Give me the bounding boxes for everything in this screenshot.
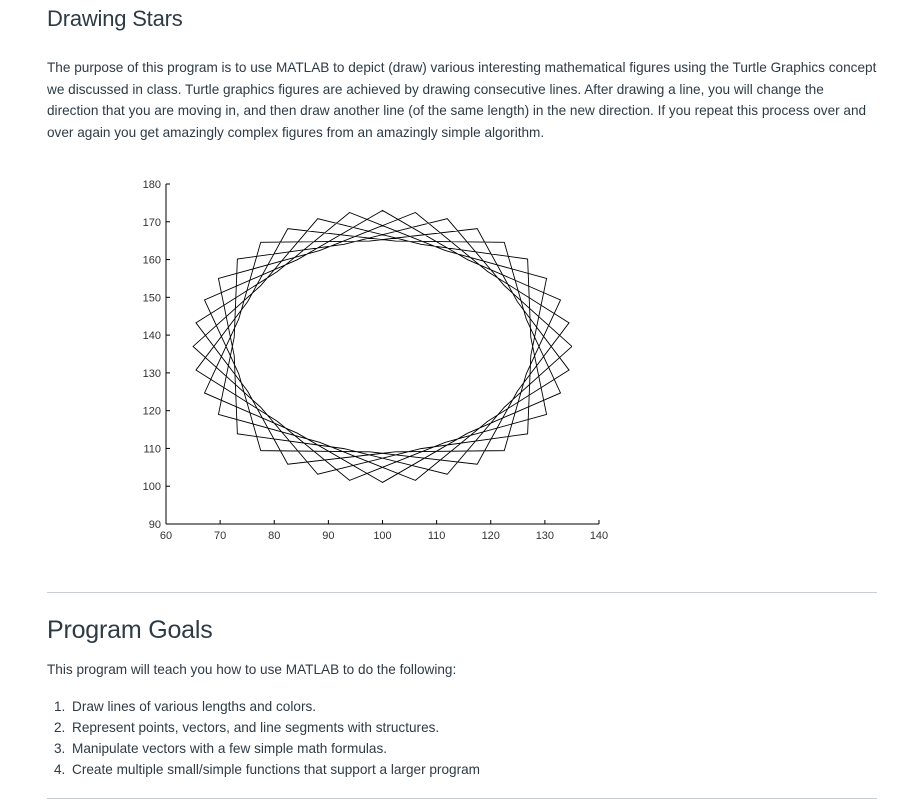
x-tick-label: 80 bbox=[268, 530, 281, 542]
x-tick-label: 130 bbox=[535, 530, 555, 542]
intro-paragraph: The purpose of this program is to use MATLAB to depict (draw) various interesting mathematical figures using the Turtle Graphics concept we discussed in class. Turtle graphics figures are achieved by drawing consecutive lines. After drawing a line, you will change the direction that you are moving in, and then draw another line (of the same length) in the new direction. If you repeat this process over and over again you get amazingly complex figures from an amazingly simple algorithm. bbox=[47, 60, 877, 140]
y-tick-label: 150 bbox=[142, 292, 161, 305]
y-tick-label: 120 bbox=[142, 405, 161, 418]
goal-text: Draw lines of various lengths and colors. bbox=[72, 699, 317, 714]
goal-text: Create multiple small/simple functions that support a larger program bbox=[72, 762, 480, 777]
goal-item bbox=[47, 759, 480, 780]
x-tick-label: 120 bbox=[481, 530, 500, 542]
x-tick-label: 110 bbox=[427, 530, 446, 542]
y-tick-label: 110 bbox=[143, 443, 161, 456]
goal-text: Manipulate vectors with a few simple math formulas. bbox=[72, 741, 388, 756]
section-title-program-goals: Program Goals bbox=[47, 616, 213, 644]
goal-number: 4. bbox=[54, 762, 66, 777]
goals-list bbox=[47, 696, 480, 780]
y-tick-label: 130 bbox=[142, 367, 161, 380]
y-tick-label: 180 bbox=[142, 179, 161, 191]
y-tick-label: 140 bbox=[142, 330, 161, 343]
y-tick-label: 90 bbox=[148, 519, 161, 531]
y-tick-label: 160 bbox=[142, 254, 161, 267]
goals-intro-text: This program will teach you how to use MATLAB to do the following: bbox=[47, 662, 457, 677]
x-tick-label: 90 bbox=[322, 530, 335, 542]
x-tick-label: 60 bbox=[159, 530, 173, 542]
goal-item bbox=[47, 696, 480, 717]
section-divider bbox=[47, 592, 877, 593]
star-figure-chart bbox=[87, 168, 627, 556]
goal-number: 1. bbox=[54, 699, 66, 714]
chart-svg bbox=[87, 168, 627, 556]
x-tick-label: 140 bbox=[589, 530, 609, 542]
goal-text: Represent points, vectors, and line segments with structures. bbox=[72, 720, 440, 735]
goal-number: 2. bbox=[54, 720, 66, 735]
star-figure-series-line bbox=[193, 210, 572, 482]
x-tick-label: 100 bbox=[373, 530, 392, 542]
y-tick-label: 100 bbox=[142, 481, 161, 494]
section-title-drawing-stars: Drawing Stars bbox=[47, 6, 183, 31]
y-tick-label: 170 bbox=[142, 216, 161, 229]
goal-item bbox=[47, 717, 480, 738]
goal-number: 3. bbox=[54, 741, 66, 756]
x-tick-label: 70 bbox=[214, 530, 227, 542]
section-divider bbox=[47, 798, 877, 799]
goal-item bbox=[47, 738, 480, 759]
